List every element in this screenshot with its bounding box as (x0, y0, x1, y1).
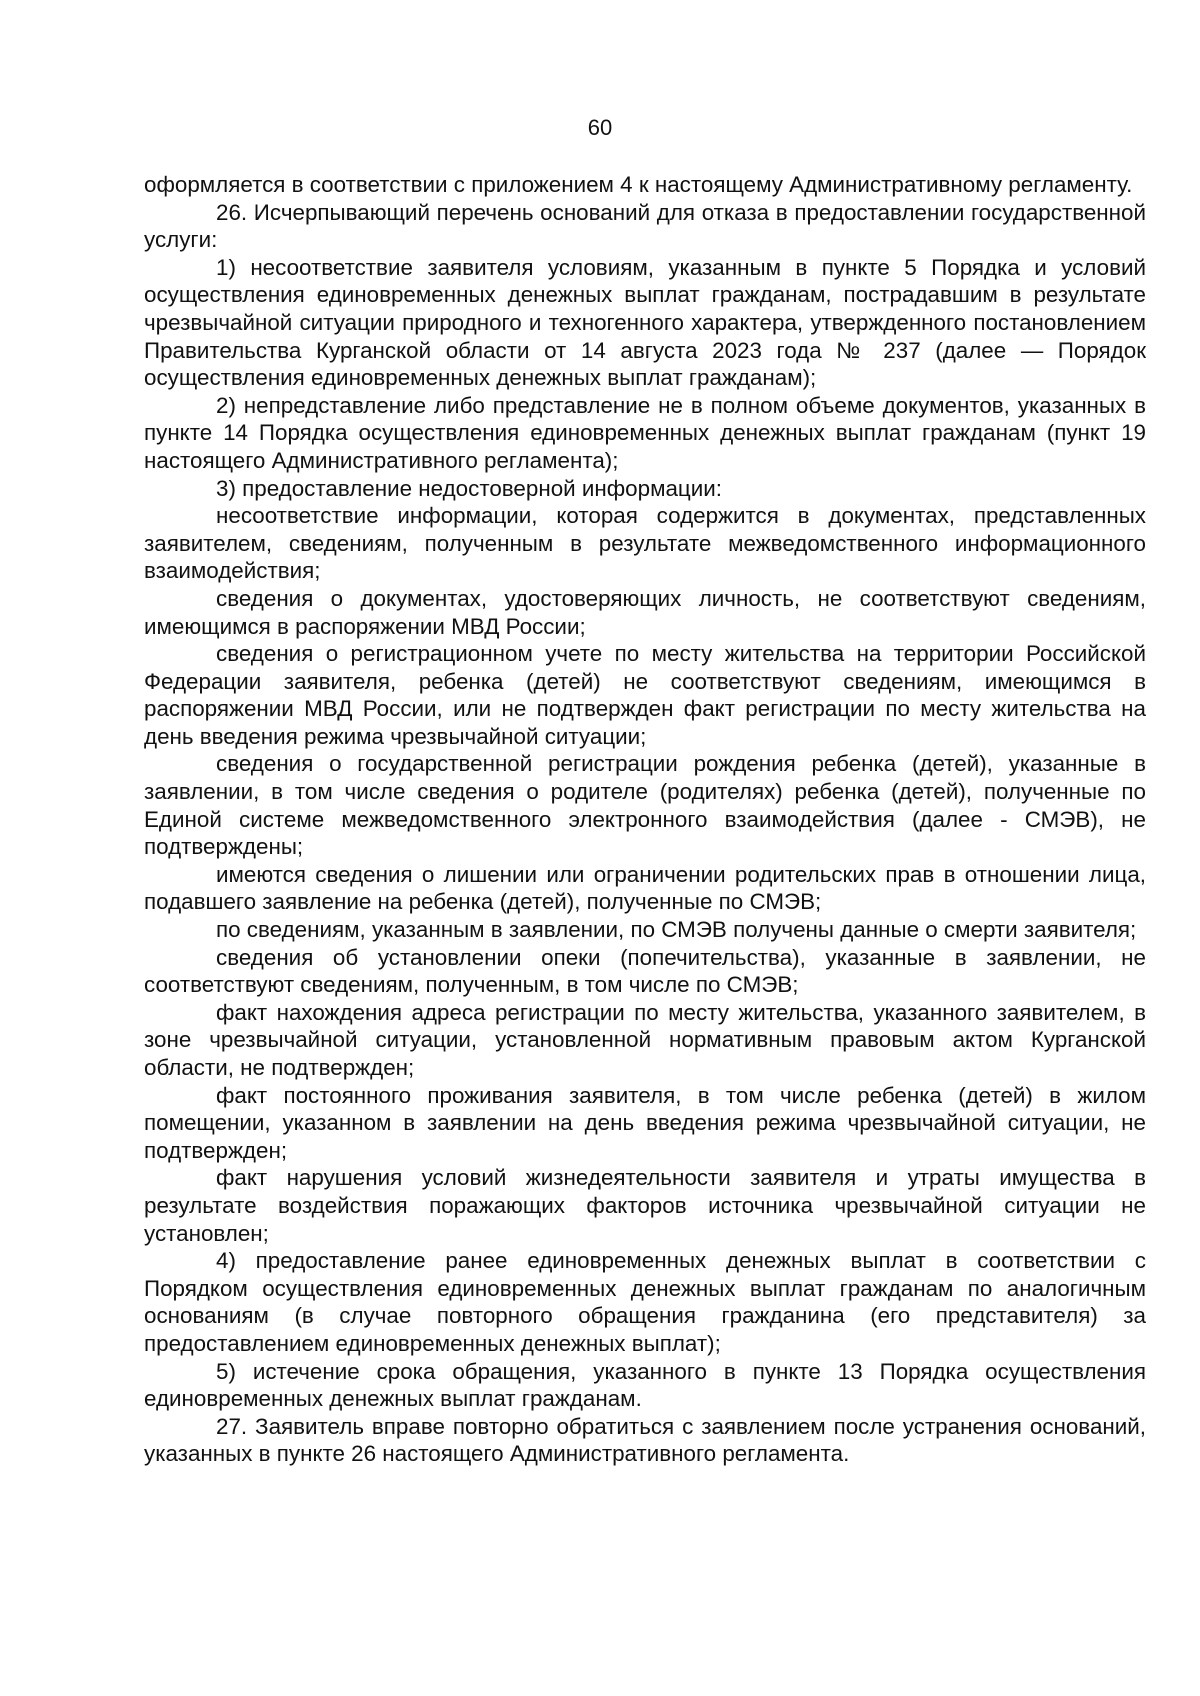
paragraph-ground: несоответствие информации, которая содержится в документах, представленных заявителем, сведениям, полученным в результате межведомственного информационного взаимодействия; (144, 503, 1146, 584)
document-body (144, 171, 1146, 1468)
paragraph-ground: сведения об установлении опеки (попечительства), указанные в заявлении, не соответствуют сведениям, полученным, в том числе по СМЭВ; (144, 944, 1146, 998)
page-number: 60 (587, 115, 613, 140)
paragraph-subitem-1: 1) несоответствие заявителя условиям, указанным в пункте 5 Порядка и условий осуществления единовременных денежных выплат гражданам, пострадавшим в результате чрезвычайной ситуации природного и техногенного характера, утвержденного постановлением Правительства Курганской области от 14 августа 2023 года № 237 (далее — Порядок осуществления единовременных денежных выплат гражданам); (144, 254, 1146, 391)
paragraph-ground: факт нахождения адреса регистрации по месту жительства, указанного заявителем, в зоне чрезвычайной ситуации, установленной нормативным правовым актом Курганской области, не подтвержден; (144, 999, 1146, 1080)
paragraph-item-27: 27. Заявитель вправе повторно обратиться с заявлением после устранения оснований, указанных в пункте 26 настоящего Административного регламента. (144, 1413, 1146, 1467)
paragraph-ground: имеются сведения о лишении или ограничении родительских прав в отношении лица, подавшего заявление на ребенка (детей), полученные по СМЭВ; (144, 861, 1146, 915)
paragraph-subitem-3: 3) предоставление недостоверной информации: (216, 475, 722, 501)
paragraph-ground: сведения о государственной регистрации рождения ребенка (детей), указанные в заявлении, в том числе сведения о родителе (родителях) ребенка (детей), полученные по Единой системе межведомственного электронного взаимодействия (далее - СМЭВ), не подтверждены; (144, 751, 1146, 860)
paragraph-ground: факт постоянного проживания заявителя, в том числе ребенка (детей) в жилом помещении, указанном в заявлении на день введения режима чрезвычайной ситуации, не подтвержден; (144, 1082, 1146, 1163)
paragraph-continuation: оформляется в соответствии с приложением 4 к настоящему Административному регламенту. (144, 172, 1133, 197)
paragraph-subitem-4: 4) предоставление ранее единовременных денежных выплат в соответствии с Порядком осуществления единовременных денежных выплат гражданам по аналогичным основаниям (в случае повторного обращения гражданина (его представителя) за предоставлением единовременных денежных выплат); (144, 1248, 1146, 1356)
paragraph-ground: сведения о документах, удостоверяющих личность, не соответствуют сведениям, имеющимся в распоряжении МВД России; (144, 585, 1146, 639)
paragraph-ground: по сведениям, указанным в заявлении, по СМЭВ получены данные о смерти заявителя; (216, 917, 1137, 943)
paragraph-ground: факт нарушения условий жизнедеятельности заявителя и утраты имущества в результате воздействия поражающих факторов источника чрезвычайной ситуации не установлен; (144, 1165, 1146, 1246)
paragraph-ground: сведения о регистрационном учете по месту жительства на территории Российской Федерации заявителя, ребенка (детей) не соответствуют сведениям, имеющимся в распоряжении МВД России, или не подтвержден факт регистрации по месту жительства на день введения режима чрезвычайной ситуации; (144, 641, 1146, 749)
paragraph-subitem-2: 2) непредставление либо представление не в полном объеме документов, указанных в пункте 14 Порядка осуществления единовременных денежных выплат гражданам (пункт 19 настоящего Административного регламента); (144, 392, 1146, 473)
paragraph-item-26: 26. Исчерпывающий перечень оснований для отказа в предоставлении государственной услуги: (144, 199, 1146, 253)
paragraph-subitem-5: 5) истечение срока обращения, указанного в пункте 13 Порядка осуществления единовременных денежных выплат гражданам. (144, 1358, 1146, 1412)
